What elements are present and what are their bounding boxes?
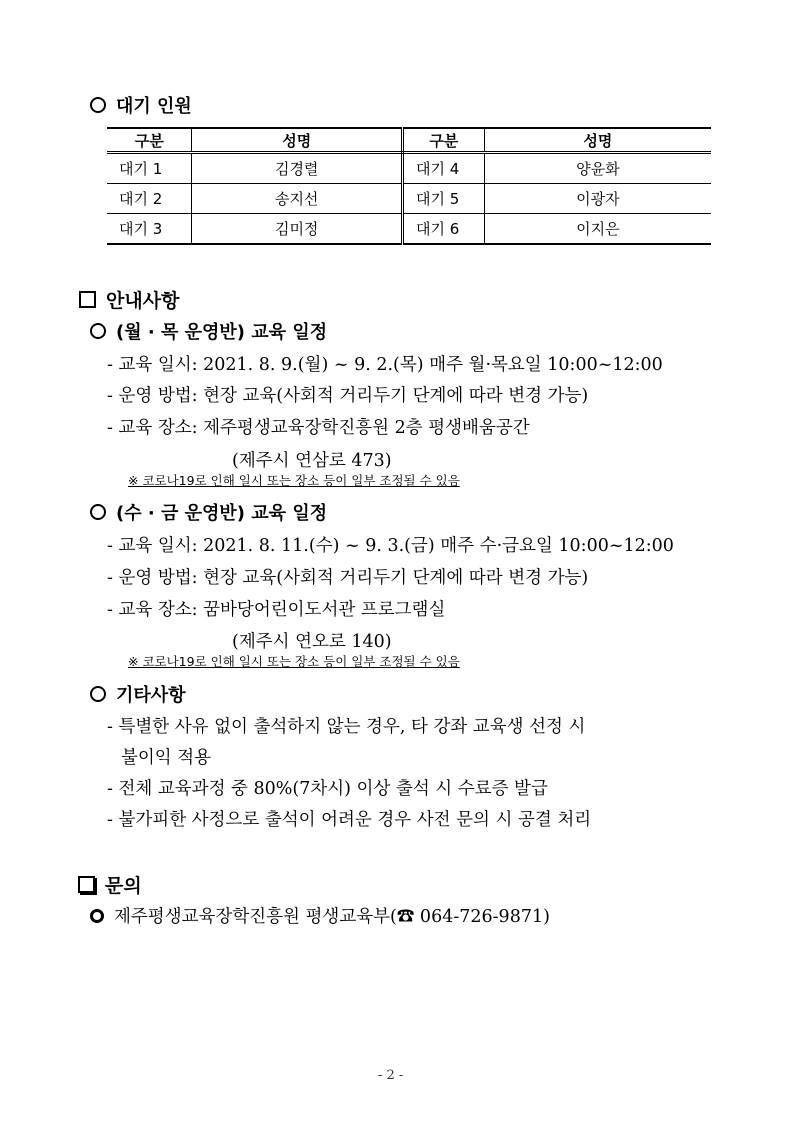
monthu-address: (제주시 연삼로 473) [232,451,392,471]
cell-name: 김미정 [192,214,403,245]
monthu-note: ※ 코로나19로 인해 일시 또는 장소 등이 일부 조정될 수 있음 [128,473,460,488]
cell-division: 대기 2 [107,184,192,214]
monthu-date: - 교육 일시: 2021. 8. 9.(월) ~ 9. 2.(목) 매주 월·목요일 10:00~12:00 [107,355,663,375]
waiting-table-right [404,127,711,245]
cell-division: 대기 3 [107,214,192,245]
cell-division: 대기 6 [404,214,484,245]
circle-bullet-icon [90,686,106,702]
inquiry-heading-text: 문의 [105,875,142,897]
guide-heading [79,286,179,313]
waiting-heading-text: 대기 인원 [116,96,192,117]
inquiry-heading [78,871,142,898]
page-number: - 2 - [378,1068,404,1083]
circle-bullet-icon [90,909,104,923]
wedfri-note: ※ 코로나19로 인해 일시 또는 장소 등이 일부 조정될 수 있음 [128,654,460,669]
cell-name: 김경렬 [192,153,403,184]
wedfri-address: (제주시 연오로 140) [232,632,392,652]
cell-name: 양윤화 [484,153,711,184]
monthu-method: - 운영 방법: 현장 교육(사회적 거리두기 단계에 따라 변경 가능) [107,386,589,406]
waiting-heading [90,92,192,118]
inquiry-text: 제주평생교육장학진흥원 평생교육부(☎ 064-726-9871) [114,907,550,927]
circle-bullet-icon [90,504,106,520]
table-row [404,184,711,214]
table-row [404,153,711,184]
header-name: 성명 [192,128,403,153]
etc-item3: - 불가피한 사정으로 출석이 어려운 경우 사전 문의 시 공결 처리 [107,810,592,830]
etc-heading [90,681,186,707]
header-name: 성명 [484,128,711,153]
table-row [107,214,403,245]
etc-heading-text: 기타사항 [116,685,186,706]
cell-name: 송지선 [192,184,403,214]
etc-item1-line1: - 특별한 사유 없이 출석하지 않는 경우, 타 강좌 교육생 선정 시 [107,717,586,737]
table-row [107,184,403,214]
wedfri-heading-text: (수 · 금 운영반) 교육 일정 [116,503,328,524]
circle-bullet-icon [90,97,106,113]
wedfri-method: - 운영 방법: 현장 교육(사회적 거리두기 단계에 따라 변경 가능) [107,568,589,588]
shadow-square-bullet-icon [78,876,95,893]
monthu-heading [90,318,327,344]
monthu-place: - 교육 장소: 제주평생교육장학진흥원 2층 평생배움공간 [107,418,530,438]
header-division: 구분 [107,128,192,153]
cell-name: 이광자 [484,184,711,214]
header-division: 구분 [404,128,484,153]
guide-heading-text: 안내사항 [106,290,180,312]
cell-division: 대기 4 [404,153,484,184]
square-bullet-icon [79,291,96,308]
etc-item1-line2: 불이익 적용 [121,748,212,768]
etc-item2: - 전체 교육과정 중 80%(7차시) 이상 출석 시 수료증 발급 [107,779,548,799]
cell-name: 이지은 [484,214,711,245]
wedfri-heading [90,499,327,525]
monthu-heading-text: (월 · 목 운영반) 교육 일정 [116,322,328,343]
circle-bullet-icon [90,323,106,339]
table-header-row [404,128,711,153]
wedfri-place: - 교육 장소: 꿈바당어린이도서관 프로그램실 [107,600,446,620]
cell-division: 대기 5 [404,184,484,214]
cell-division: 대기 1 [107,153,192,184]
table-row [107,153,403,184]
wedfri-date: - 교육 일시: 2021. 8. 11.(수) ~ 9. 3.(금) 매주 수·금요일 10:00~12:00 [107,536,674,556]
table-row [404,214,711,245]
inquiry-line [90,903,550,928]
table-header-row [107,128,403,153]
waiting-table-left [107,127,404,245]
